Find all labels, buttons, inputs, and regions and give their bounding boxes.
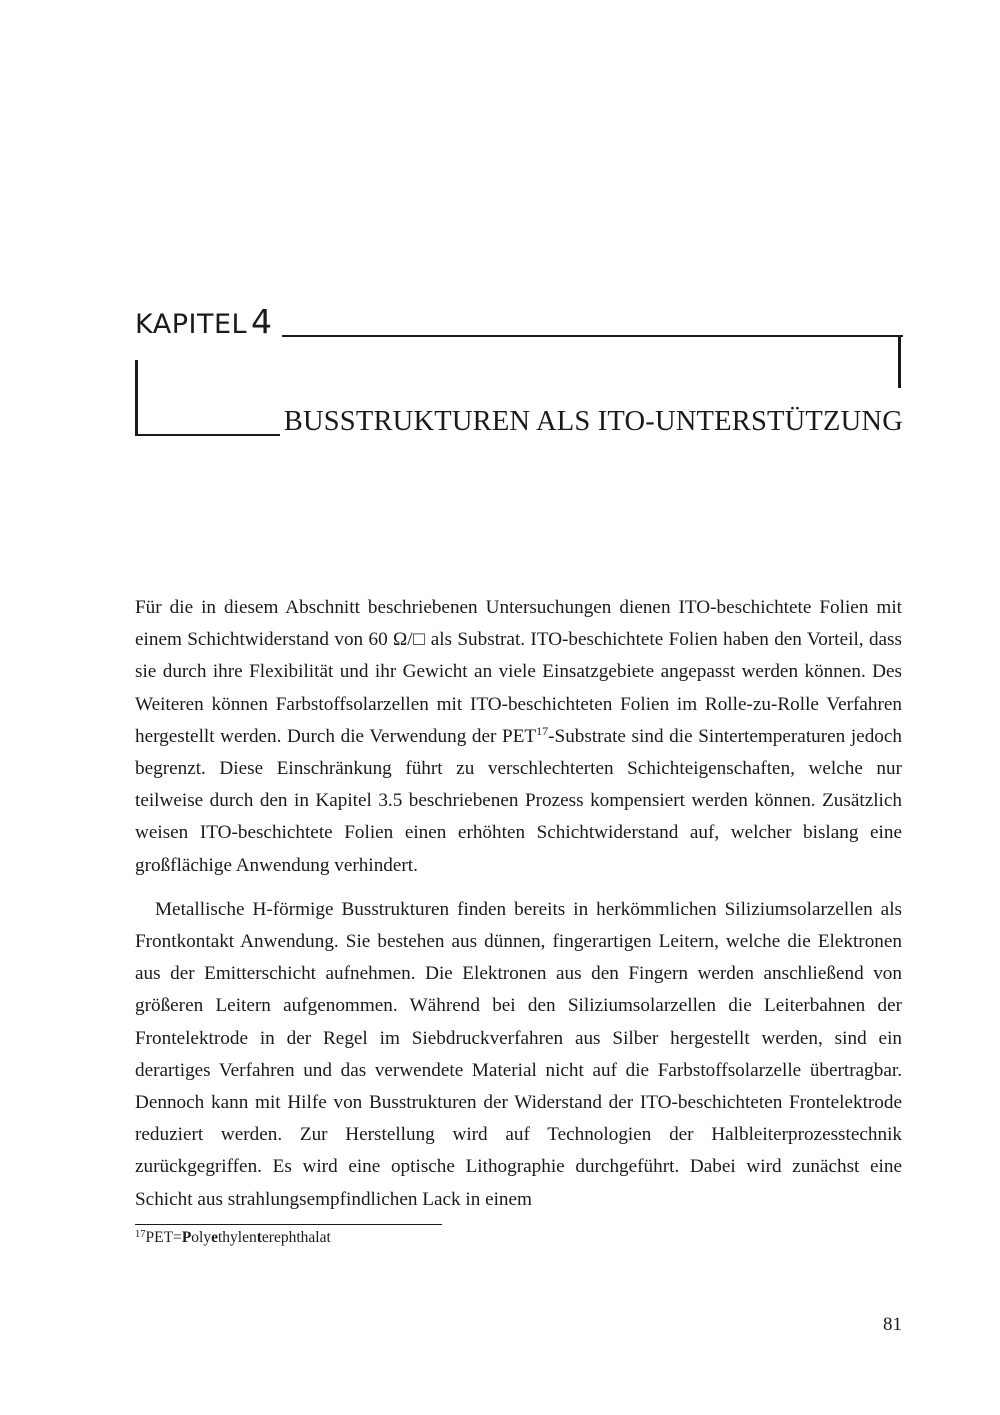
heading-rule-right	[898, 335, 901, 388]
footnote-bold-letter: e	[211, 1229, 218, 1246]
footnote-text: erephthalat	[261, 1229, 331, 1246]
chapter-title: BUSSTRUKTUREN ALS ITO-UNTERSTÜTZUNG	[283, 406, 903, 437]
footnote	[135, 1228, 331, 1248]
footnote-mark: 17	[135, 1229, 146, 1240]
chapter-label	[135, 302, 273, 341]
heading-rule-bottom	[135, 434, 280, 436]
paragraph-2: Metallische H-förmige Busstrukturen finden bereits in herkömmlichen Siliziumsolarzellen als Frontkontakt Anwendung. Sie bestehen aus dünnen, fingerartigen Leitern, welche die Elektronen aus der Emitterschicht aufnehmen. Die Elektronen aus den Fingern werden anschließend von größeren Leitern aufgenommen. Während bei den Siliziumsolarzellen die Leiterbahnen der Frontelektrode in der Regel im Siebdruckverfahren aus Silber hergestellt werden, sind ein derartiges Verfahren und das verwendete Material nicht auf die Farbstoffsolarzelle übertragbar. Dennoch kann mit Hilfe von Busstrukturen der Widerstand der ITO-beschichteten Frontelektrode reduziert werden. Zur Herstellung wird auf Technologien der Halbleiterprozesstechnik zurückgegriffen. Es wird eine optische Lithographie durchgeführt. Dabei wird zunächst eine Schicht aus strahlungsempfindlichen Lack in einem	[135, 898, 902, 1210]
chapter-number: 4	[251, 302, 273, 341]
footnote-separator	[135, 1224, 442, 1225]
chapter-label-text: KAPITEL	[135, 309, 248, 340]
paragraph-1-part-b: -Substrate sind die Sintertemperaturen jedoch begrenzt. Diese Einschränkung führt zu verschlechterten Schichteigenschaften, welche nur teilweise durch den in Kapitel 3.5 beschriebenen Prozess kompensiert werden können. Zusätzlich weisen ITO-beschichtete Folien einen erhöhten Schichtwiderstand auf, welcher bislang eine großflächige Anwendung verhindert.	[135, 725, 902, 876]
paragraph-1-part-a: Für die in diesem Abschnitt beschriebenen Untersuchungen dienen ITO-beschichtete Folien mit einem Schichtwiderstand von 60 Ω/□ als Substrat. ITO-beschichtete Folien haben den Vorteil, dass sie durch ihre Flexibilität und ihr Gewicht an viele Einsatzgebiete angepasst werden können. Des Weiteren können Farbstoffsolarzellen mit ITO-beschichteten Folien im Rolle-zu-Rolle Verfahren hergestellt werden. Durch die Verwendung der PET	[135, 597, 902, 747]
body-text	[135, 592, 902, 1216]
footnote-bold-letter: P	[181, 1229, 192, 1246]
paragraph-1	[135, 592, 902, 882]
footnote-text: oly	[191, 1229, 212, 1246]
footnote-bold-letter: t	[256, 1229, 262, 1246]
footnote-prefix: PET=	[145, 1229, 182, 1246]
page-number: 81	[883, 1314, 902, 1335]
footnote-text: thylen	[217, 1229, 257, 1246]
footnote-reference[interactable]: 17	[536, 723, 549, 738]
heading-rule-left	[135, 360, 138, 436]
heading-rule-top	[282, 335, 903, 337]
